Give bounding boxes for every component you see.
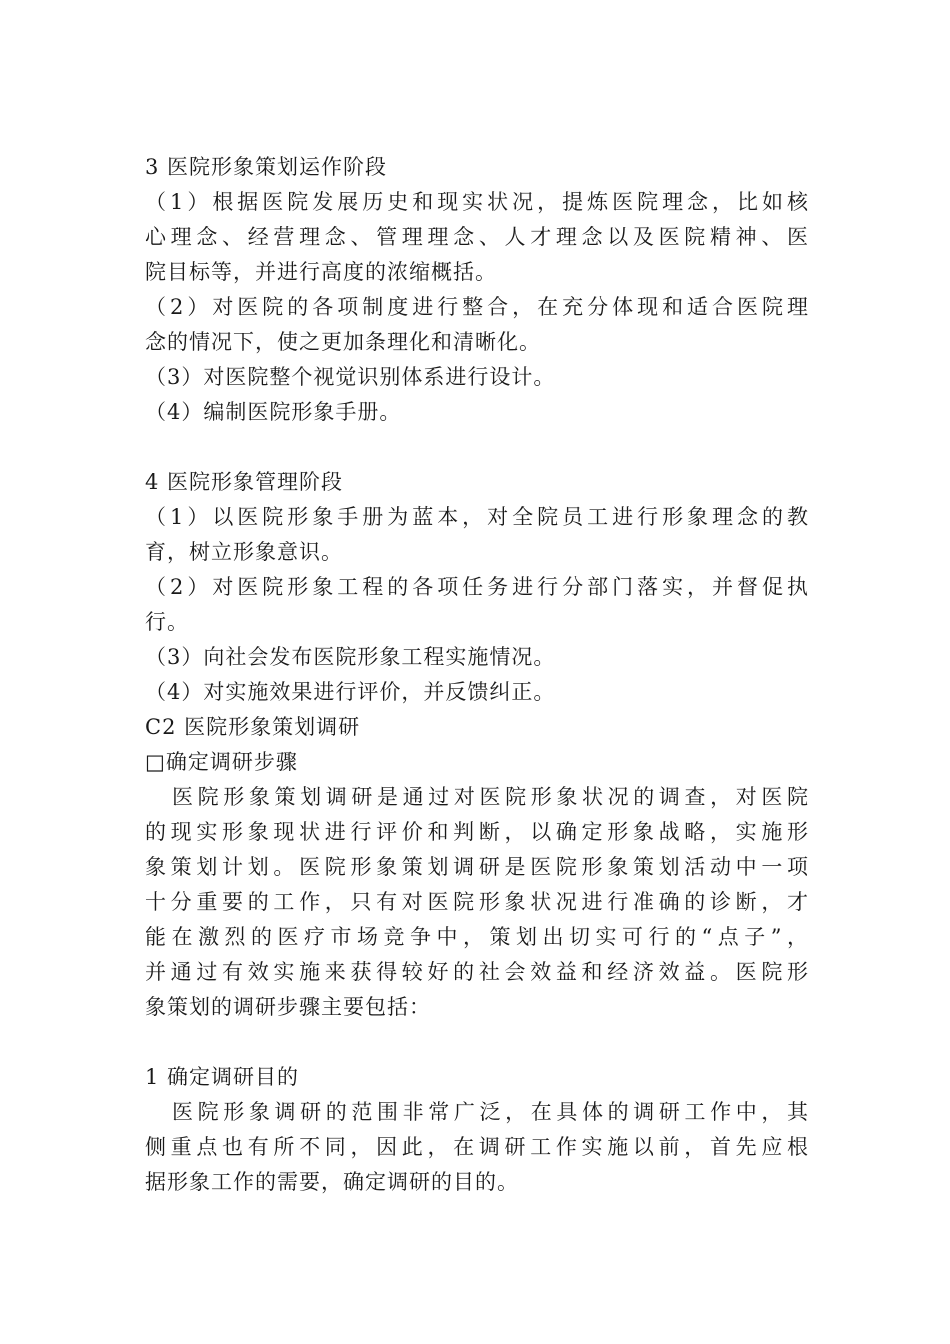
section-3-item-3: （3）对医院整个视觉识别体系进行设计。 — [145, 365, 556, 389]
step-1-paragraph-line-2: 侧重点也有所不同，因此，在调研工作实施以前，首先应根 — [145, 1135, 809, 1159]
section-3-item-2-line-2: 念的情况下，使之更加条理化和清晰化。 — [145, 330, 541, 354]
section-4-item-3: （3）向社会发布医院形象工程实施情况。 — [145, 645, 556, 669]
section-3-item-4: （4）编制医院形象手册。 — [145, 400, 402, 424]
section-3-item-1-line-2: 心理念、经营理念、管理理念、人才理念以及医院精神、医 — [145, 225, 809, 249]
chapter-subheading: □确定调研步骤 — [145, 750, 298, 774]
chapter-paragraph-line-7: 象策划的调研步骤主要包括： — [145, 995, 431, 1019]
section-3-item-1-line-3: 院目标等，并进行高度的浓缩概括。 — [145, 260, 497, 284]
section-4-item-4: （4）对实施效果进行评价，并反馈纠正。 — [145, 680, 556, 704]
chapter-paragraph-line-5: 能在激烈的医疗市场竞争中，策划出切实可行的“点子”， — [145, 925, 809, 949]
section-4-item-2-line-2: 行。 — [145, 610, 189, 634]
section-4-item-1-line-2: 育，树立形象意识。 — [145, 540, 343, 564]
section-3-item-2-line-1: （2）对医院的各项制度进行整合，在充分体现和适合医院理 — [145, 295, 809, 319]
chapter-paragraph-line-6: 并通过有效实施来获得较好的社会效益和经济效益。医院形 — [145, 960, 809, 984]
step-1-paragraph-line-1: 医院形象调研的范围非常广泛，在具体的调研工作中，其 — [172, 1100, 809, 1124]
section-4-item-2-line-1: （2）对医院形象工程的各项任务进行分部门落实，并督促执 — [145, 575, 809, 599]
chapter-paragraph-line-3: 象策划计划。医院形象策划调研是医院形象策划活动中一项 — [145, 855, 809, 879]
chapter-heading: C2 医院形象策划调研 — [145, 715, 361, 739]
blank-line — [145, 430, 809, 465]
document-page — [145, 150, 809, 1200]
blank-line — [145, 1025, 809, 1060]
section-4-item-1-line-1: （1）以医院形象手册为蓝本，对全院员工进行形象理念的教 — [145, 505, 809, 529]
section-4-heading: 4 医院形象管理阶段 — [145, 470, 344, 494]
step-1-heading: 1 确定调研目的 — [145, 1065, 300, 1089]
section-3-heading: 3 医院形象策划运作阶段 — [145, 155, 388, 179]
step-1-paragraph-line-3: 据形象工作的需要，确定调研的目的。 — [145, 1170, 519, 1194]
section-3-item-1-line-1: （1）根据医院发展历史和现实状况，提炼医院理念，比如核 — [145, 190, 809, 214]
chapter-paragraph-line-4: 十分重要的工作，只有对医院形象状况进行准确的诊断，才 — [145, 890, 809, 914]
chapter-paragraph-line-1: 医院形象策划调研是通过对医院形象状况的调查，对医院 — [172, 785, 809, 809]
chapter-paragraph-line-2: 的现实形象现状进行评价和判断，以确定形象战略，实施形 — [145, 820, 809, 844]
